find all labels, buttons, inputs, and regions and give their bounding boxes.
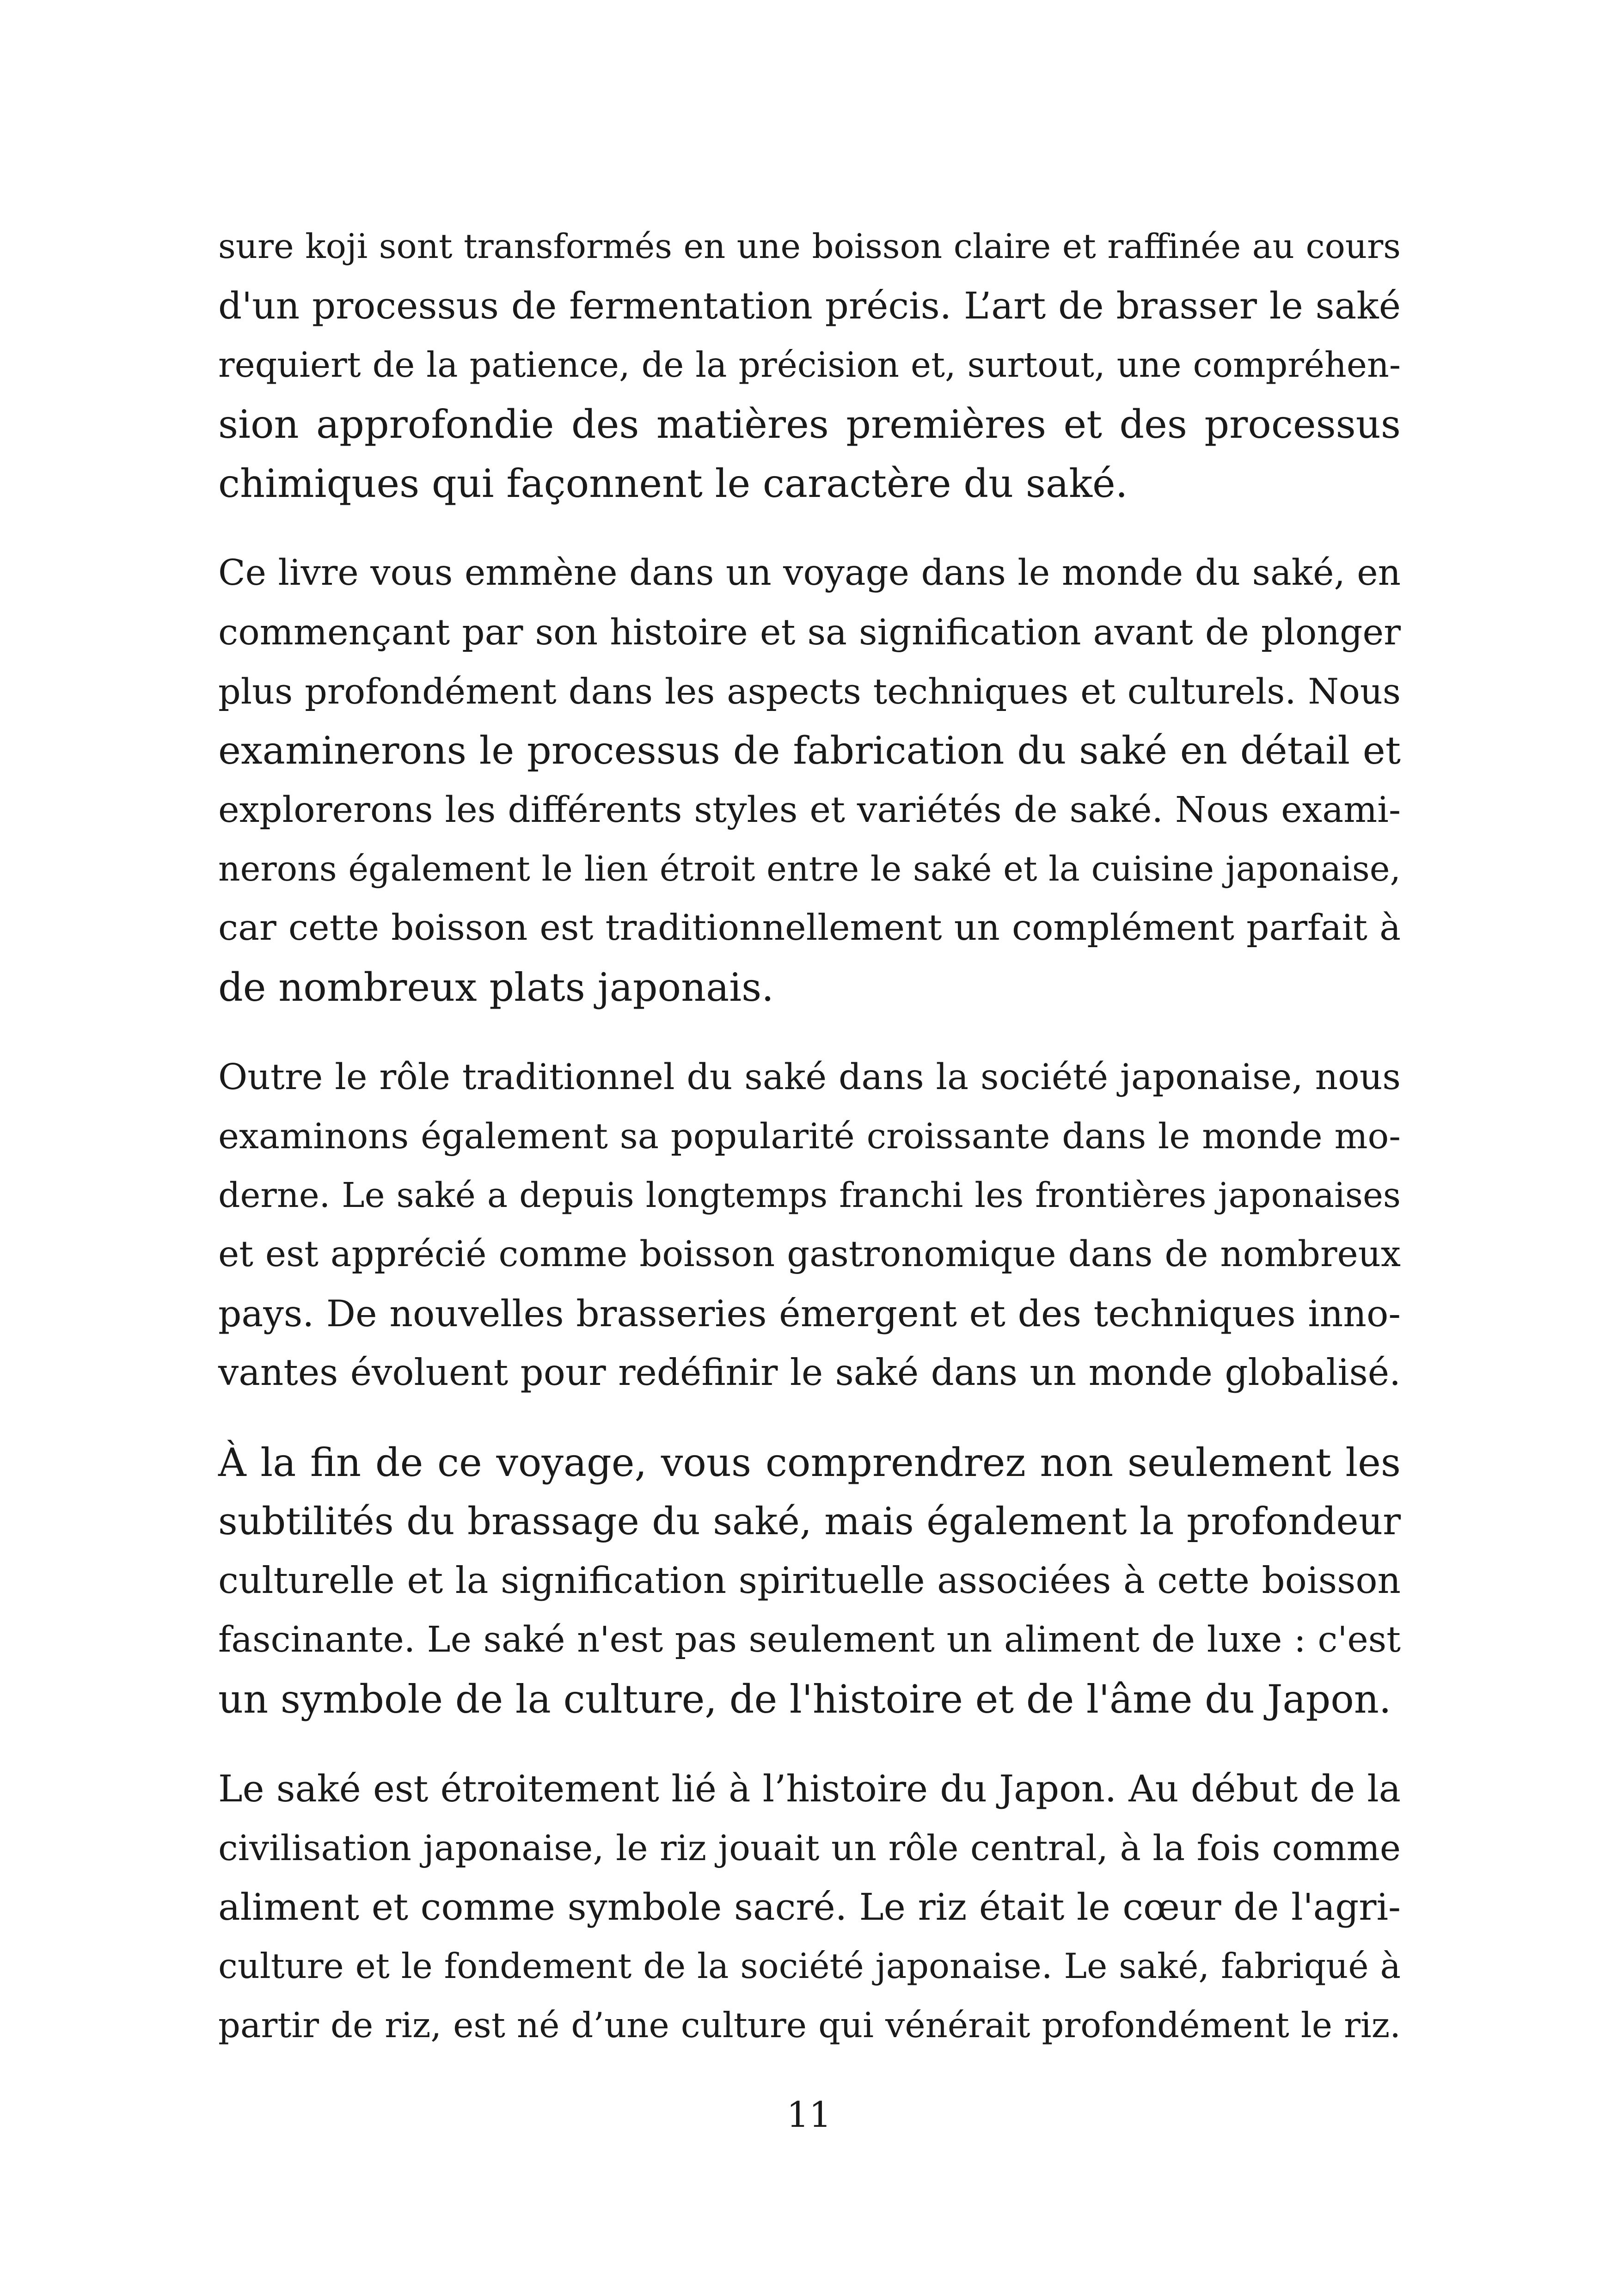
text-line: d'un processus de fermentation précis. L’art de brasser le saké	[218, 284, 1401, 327]
text-line: car cette boisson est traditionnellement un complément parfait à	[218, 907, 1401, 949]
text-line: À la fin de ce voyage, vous comprendrez non seulement les	[218, 1440, 1401, 1485]
page-number: 11	[786, 2094, 832, 2135]
text-line: commençant par son histoire et sa signification avant de plonger	[218, 612, 1401, 653]
text-line: Outre le rôle traditionnel du saké dans la société japonaise, nous	[218, 1056, 1401, 1098]
paragraph-5	[218, 1759, 1401, 2055]
paragraph-3	[218, 1047, 1401, 1402]
text-line: sure koji sont transformés en une boisson claire et raffinée au cours	[218, 227, 1401, 266]
text-line: examinerons le processus de fabrication du saké en détail et	[218, 728, 1401, 773]
text-line: plus profondément dans les aspects techniques et culturels. Nous	[218, 671, 1401, 712]
text-line: aliment et comme symbole sacré. Le riz était le cœur de l'agri-	[218, 1886, 1401, 1929]
text-line: vantes évoluent pour redéfinir le saké dans un monde globalisé.	[218, 1352, 1401, 1394]
text-line: pays. De nouvelles brasseries émergent et des techniques inno-	[218, 1292, 1401, 1335]
text-line: partir de riz, est né d’une culture qui vénérait profondément le riz.	[218, 2005, 1401, 2045]
text-line: de nombreux plats japonais.	[218, 965, 774, 1010]
paragraph-1	[218, 217, 1401, 513]
text-line: sion approfondie des matières premières et des processus	[218, 402, 1401, 447]
paragraph-2	[218, 544, 1401, 1017]
text-line: chimiques qui façonnent le caractère du saké.	[218, 461, 1128, 506]
text-line: culturelle et la signification spirituelle associées à cette boisson	[218, 1560, 1401, 1602]
text-line: Ce livre vous emmène dans un voyage dans le monde du saké, en	[218, 552, 1401, 594]
text-line: civilisation japonaise, le riz jouait un rôle central, à la fois comme	[218, 1827, 1401, 1868]
text-line: culture et le fondement de la société japonaise. Le saké, fabriqué à	[218, 1946, 1401, 1986]
text-line: nerons également le lien étroit entre le saké et la cuisine japonaise,	[218, 849, 1401, 889]
text-line: un symbole de la culture, de l'histoire et de l'âme du Japon.	[218, 1677, 1391, 1722]
text-line: Le saké est étroitement lié à l’histoire du Japon. Au début de la	[218, 1767, 1401, 1810]
text-line: requiert de la patience, de la précision et, surtout, une compréhen-	[218, 345, 1401, 385]
text-line: subtilités du brassage du saké, mais également la profondeur	[218, 1500, 1401, 1543]
text-line: explorerons les différents styles et variétés de saké. Nous exami-	[218, 789, 1401, 831]
text-line: et est apprécié comme boisson gastronomique dans de nombreux	[218, 1234, 1401, 1275]
body-text	[218, 217, 1401, 2086]
text-line: examinons également sa popularité croissante dans le monde mo-	[218, 1115, 1401, 1157]
text-line: derne. Le saké a depuis longtemps franchi les frontières japonaises	[218, 1175, 1401, 1215]
text-line: fascinante. Le saké n'est pas seulement un aliment de luxe : c'est	[218, 1619, 1401, 1660]
paragraph-4	[218, 1433, 1401, 1729]
